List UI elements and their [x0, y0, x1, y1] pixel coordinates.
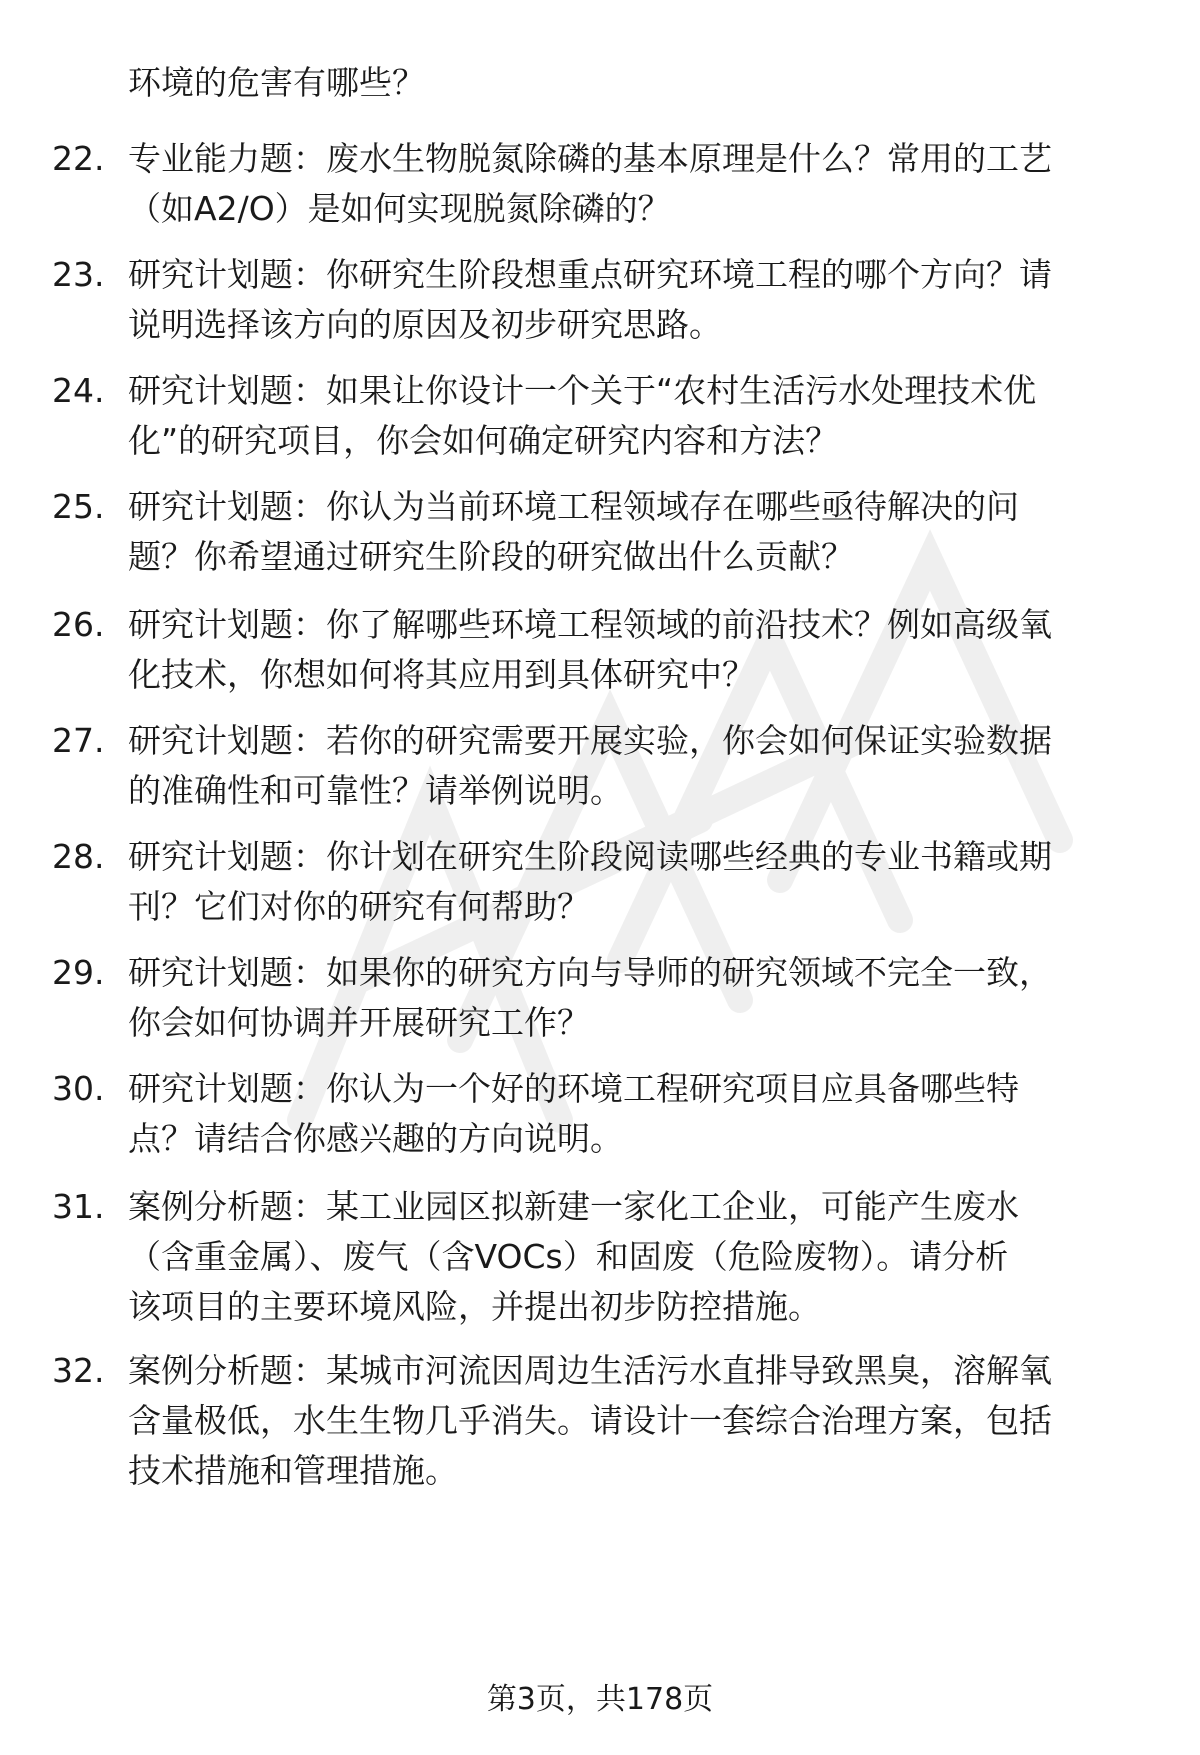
question-line: 技术措施和管理措施。 [128, 1451, 458, 1490]
question-text [128, 250, 1138, 350]
question-line: 专业能力题：废水生物脱氮除磷的基本原理是什么？常用的工艺 [128, 139, 1052, 178]
question-line: 该项目的主要环境风险，并提出初步防控措施。 [128, 1287, 821, 1326]
question-text [128, 482, 1138, 582]
question-line: 含量极低，水生生物几乎消失。请设计一套综合治理方案，包括 [128, 1401, 1052, 1440]
question-line: 刊？它们对你的研究有何帮助？ [128, 887, 590, 926]
question-line: 研究计划题：如果你的研究方向与导师的研究领域不完全一致， [128, 953, 1052, 992]
question-line: 研究计划题：你认为当前环境工程领域存在哪些亟待解决的问 [128, 487, 1019, 526]
question-number: 31. [52, 1187, 105, 1226]
question-line: 案例分析题：某工业园区拟新建一家化工企业，可能产生废水 [128, 1187, 1019, 1226]
question-line: 研究计划题：如果让你设计一个关于“农村生活污水处理技术优 [128, 371, 1037, 410]
question-line: 点？请结合你感兴趣的方向说明。 [128, 1119, 623, 1158]
question-number: 29. [52, 953, 105, 992]
question-text [128, 1346, 1138, 1496]
question-text [128, 832, 1138, 932]
question-line: 研究计划题：你认为一个好的环境工程研究项目应具备哪些特 [128, 1069, 1019, 1108]
continuation-text: 环境的危害有哪些？ [128, 63, 425, 102]
question-line: 研究计划题：若你的研究需要开展实验，你会如何保证实验数据 [128, 721, 1052, 760]
question-number: 27. [52, 721, 105, 760]
question-text [128, 1182, 1138, 1332]
question-line: 研究计划题：你了解哪些环境工程领域的前沿技术？例如高级氧 [128, 605, 1052, 644]
question-line: 化”的研究项目，你会如何确定研究内容和方法？ [128, 421, 839, 460]
question-line: （如A2/O）是如何实现脱氮除磷的？ [128, 189, 671, 228]
question-number: 25. [52, 487, 105, 526]
question-text [128, 600, 1138, 700]
question-text [128, 948, 1138, 1048]
question-line: 研究计划题：你计划在研究生阶段阅读哪些经典的专业书籍或期 [128, 837, 1052, 876]
question-line: 你会如何协调并开展研究工作？ [128, 1003, 590, 1042]
page-footer: 第3页，共178页 [486, 1682, 714, 1717]
question-text [128, 366, 1138, 466]
question-line: （含重金属）、废气（含VOCs）和固废（危险废物）。请分析 [128, 1237, 1009, 1276]
question-line: 案例分析题：某城市河流因周边生活污水直排导致黑臭，溶解氧 [128, 1351, 1052, 1390]
question-number: 32. [52, 1351, 105, 1390]
question-line: 题？你希望通过研究生阶段的研究做出什么贡献？ [128, 537, 854, 576]
question-number: 22. [52, 139, 105, 178]
question-line: 说明选择该方向的原因及初步研究思路。 [128, 305, 722, 344]
question-line: 化技术，你想如何将其应用到具体研究中？ [128, 655, 755, 694]
question-number: 28. [52, 837, 105, 876]
question-number: 30. [52, 1069, 105, 1108]
question-text [128, 1064, 1138, 1164]
question-text [128, 716, 1138, 816]
question-number: 26. [52, 605, 105, 644]
question-line: 研究计划题：你研究生阶段想重点研究环境工程的哪个方向？请 [128, 255, 1052, 294]
question-number: 23. [52, 255, 105, 294]
question-text [128, 134, 1138, 234]
question-number: 24. [52, 371, 105, 410]
question-line: 的准确性和可靠性？请举例说明。 [128, 771, 623, 810]
